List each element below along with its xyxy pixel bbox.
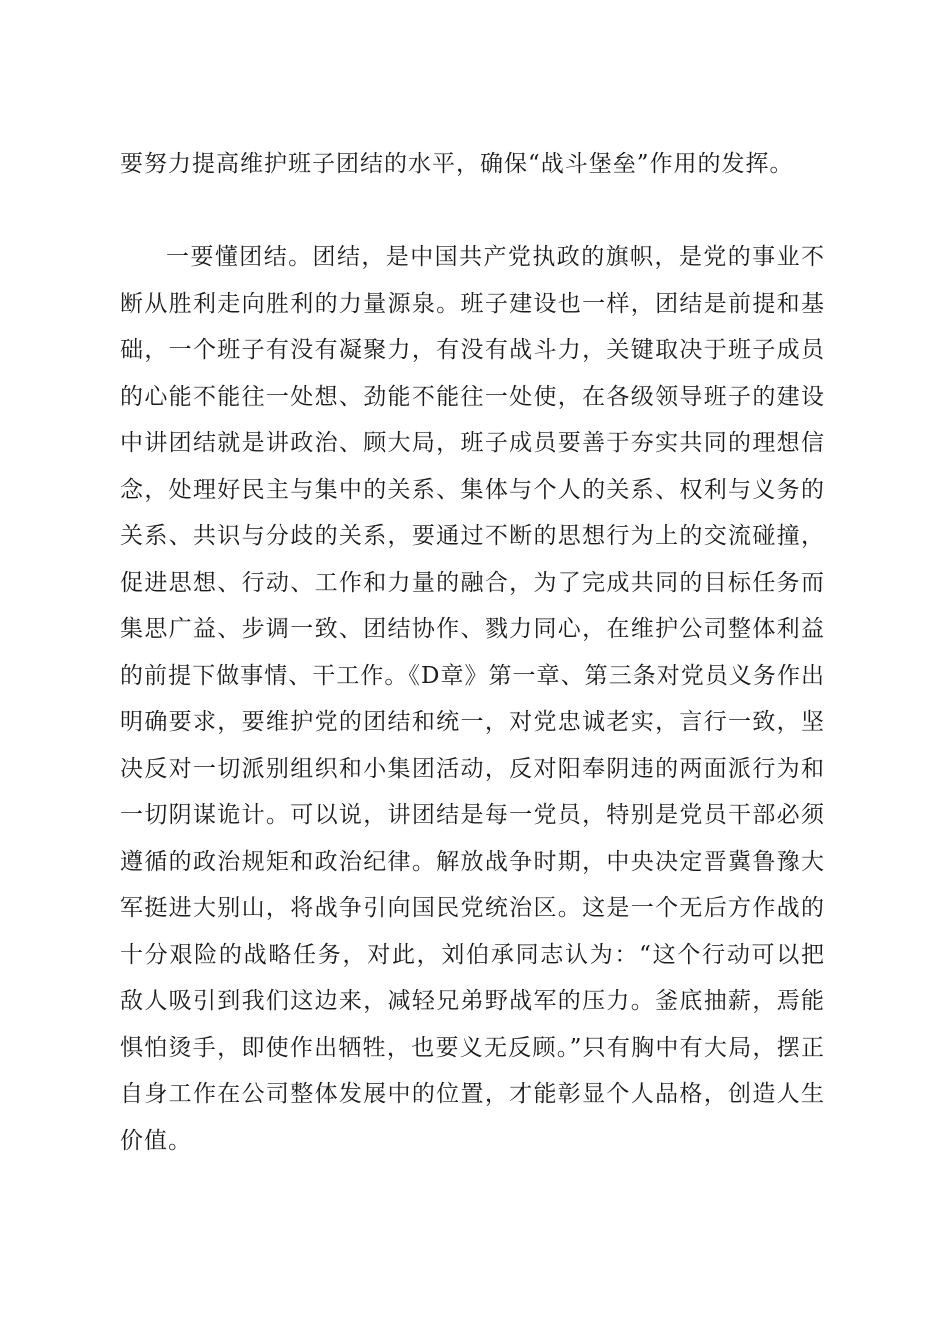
paragraph-text: 要努力提高维护班子团结的水平，确保“战斗堡垒”作用的发挥。 [120, 151, 794, 177]
paragraph-text: 一要懂团结。团结，是中国共产党执政的旗帜，是党的事业不断从胜利走向胜利的力量源泉。班子建设也一样，团结是前提和基础，一个班子有没有凝聚力，有没有战斗力，关键取决于班子成员的心能不能往一处想、劲能不能往一处使，在各级领导班子的建设中讲团结就是讲政治、顾大局，班子成员要善于夯实共同的理想信念，处理好民主与集中的关系、集体与个人的关系、权利与义务的关系、共识与分歧的关系，要通过不断的思想行为上的交流碰撞，促进思想、行动、工作和力量的融合，为了完成共同的目标任务而集思广益、步调一致、团结协作、戮力同心，在维护公司整体利益的前提下做事情、干工作。《D章》第一章、第三条对党员义务作出明确要求，要维护党的团结和统一，对党忠诚老实，言行一致，坚决反对一切派别组织和小集团活动，反对阳奉阴违的两面派行为和一切阴谋诡计。可以说，讲团结是每一党员，特别是党员干部必须遵循的政治规矩和政治纪律。解放战争时期，中央决定晋冀鲁豫大军挺进大别山，将战争引向国民党统治区。这是一个无后方作战的十分艰险的战略任务，对此，刘伯承同志认为：“这个行动可以把敌人吸引到我们这边来，减轻兄弟野战军的压力。釜底抽薪，焉能惧怕烫手，即使作出牺牲，也要义无反顾。”只有胸中有大局，摆正自身工作在公司整体发展中的位置，才能彰显个人品格，创造人生价值。 [120, 244, 825, 1154]
paragraph-continuation [120, 141, 825, 188]
paragraph-unity [120, 234, 825, 1164]
